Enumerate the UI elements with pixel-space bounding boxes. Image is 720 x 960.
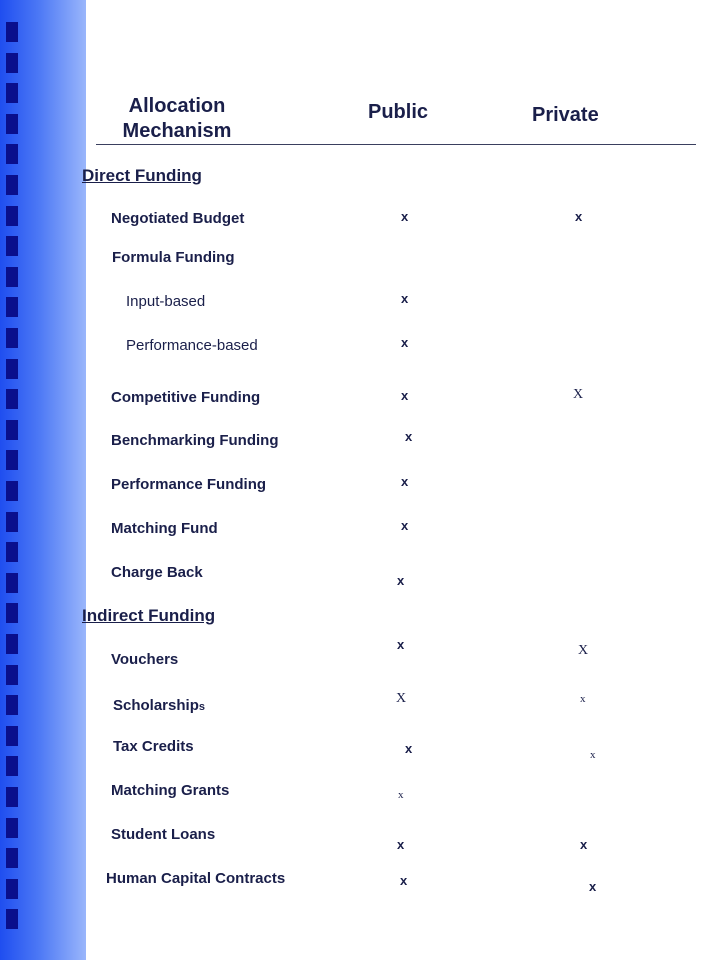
mark-competitive-funding-public: x: [401, 388, 409, 403]
mark-tax-credits-public: x: [405, 741, 413, 756]
row-label-scholarships-tail: s: [198, 701, 205, 713]
row-label-student-loans: Student Loans: [111, 826, 216, 843]
sidebar-dash: [6, 573, 18, 593]
row-label-input-based: Input-based: [126, 293, 206, 310]
mark-matching-fund-public: x: [401, 518, 409, 533]
header-allocation-mechanism: [96, 94, 258, 144]
sidebar-dash: [6, 420, 18, 440]
sidebar-dash: [6, 144, 18, 164]
row-label-performance-based: Performance-based: [126, 337, 258, 354]
section-direct-funding: Direct Funding: [82, 166, 202, 185]
sidebar-dash: [6, 481, 18, 501]
sidebar-dash: [6, 756, 18, 776]
header-private: Private: [532, 104, 599, 126]
header-public: Public: [368, 101, 429, 123]
sidebar-dash: [6, 53, 18, 73]
sidebar-dash: [6, 267, 18, 287]
row-label-human-capital-contracts: Human Capital Contracts: [106, 870, 286, 887]
row-label-scholarships: [113, 697, 205, 714]
sidebar-dash: [6, 359, 18, 379]
mark-human-capital-contracts-public: x: [400, 873, 408, 888]
mark-benchmarking-funding-public: x: [405, 429, 413, 444]
header-allocation-line1: Allocation: [128, 95, 226, 117]
row-label-benchmarking-funding: Benchmarking Funding: [111, 432, 279, 449]
header-divider: [96, 144, 696, 145]
mark-scholarships-private: x: [580, 693, 586, 705]
sidebar-dash: [6, 297, 18, 317]
mark-scholarships-public: X: [396, 691, 407, 706]
mark-performance-based-public: x: [401, 335, 409, 350]
sidebar-dash: [6, 389, 18, 409]
mark-student-loans-public: x: [397, 837, 405, 852]
sidebar-dash-pattern: [6, 22, 18, 942]
sidebar-dash: [6, 450, 18, 470]
sidebar-dash: [6, 848, 18, 868]
sidebar-dash: [6, 328, 18, 348]
mark-performance-funding-public: x: [401, 474, 409, 489]
sidebar-dash: [6, 114, 18, 134]
row-label-charge-back: Charge Back: [111, 564, 203, 581]
sidebar-dash: [6, 634, 18, 654]
sidebar-dash: [6, 542, 18, 562]
sidebar-dash: [6, 206, 18, 226]
header-allocation-line2: Mechanism: [122, 120, 232, 142]
mark-negotiated-budget-public: x: [401, 209, 409, 224]
sidebar-dash: [6, 909, 18, 929]
sidebar-dash: [6, 512, 18, 532]
row-label-performance-funding: Performance Funding: [111, 476, 267, 493]
row-label-negotiated-budget: Negotiated Budget: [111, 210, 245, 227]
row-label-matching-grants: Matching Grants: [111, 782, 230, 799]
mark-charge-back-public: x: [397, 573, 405, 588]
sidebar-dash: [6, 236, 18, 256]
row-label-formula-funding: Formula Funding: [112, 249, 235, 266]
sidebar-dash: [6, 695, 18, 715]
mark-human-capital-contracts-private: x: [589, 879, 597, 894]
mark-vouchers-public: x: [397, 637, 405, 652]
sidebar-dash: [6, 726, 18, 746]
row-label-competitive-funding: Competitive Funding: [111, 389, 261, 406]
sidebar-dash: [6, 665, 18, 685]
sidebar-dash: [6, 818, 18, 838]
section-indirect-funding: Indirect Funding: [82, 606, 216, 625]
sidebar-dash: [6, 879, 18, 899]
row-label-scholarships-main: Scholarship: [113, 697, 199, 714]
sidebar-dash: [6, 603, 18, 623]
mark-vouchers-private: X: [578, 643, 589, 658]
row-label-matching-fund: Matching Fund: [111, 520, 218, 537]
mark-student-loans-private: x: [580, 837, 588, 852]
sidebar-dash: [6, 787, 18, 807]
mark-negotiated-budget-private: x: [575, 209, 583, 224]
sidebar-dash: [6, 83, 18, 103]
sidebar-band: [0, 0, 86, 960]
sidebar-dash: [6, 175, 18, 195]
mark-matching-grants-public: x: [398, 789, 404, 801]
row-label-tax-credits: Tax Credits: [113, 738, 194, 755]
mark-input-based-public: x: [401, 291, 409, 306]
row-label-vouchers: Vouchers: [111, 651, 179, 668]
sidebar-dash: [6, 22, 18, 42]
mark-competitive-funding-private: X: [573, 387, 584, 402]
mark-tax-credits-private: x: [590, 749, 596, 761]
